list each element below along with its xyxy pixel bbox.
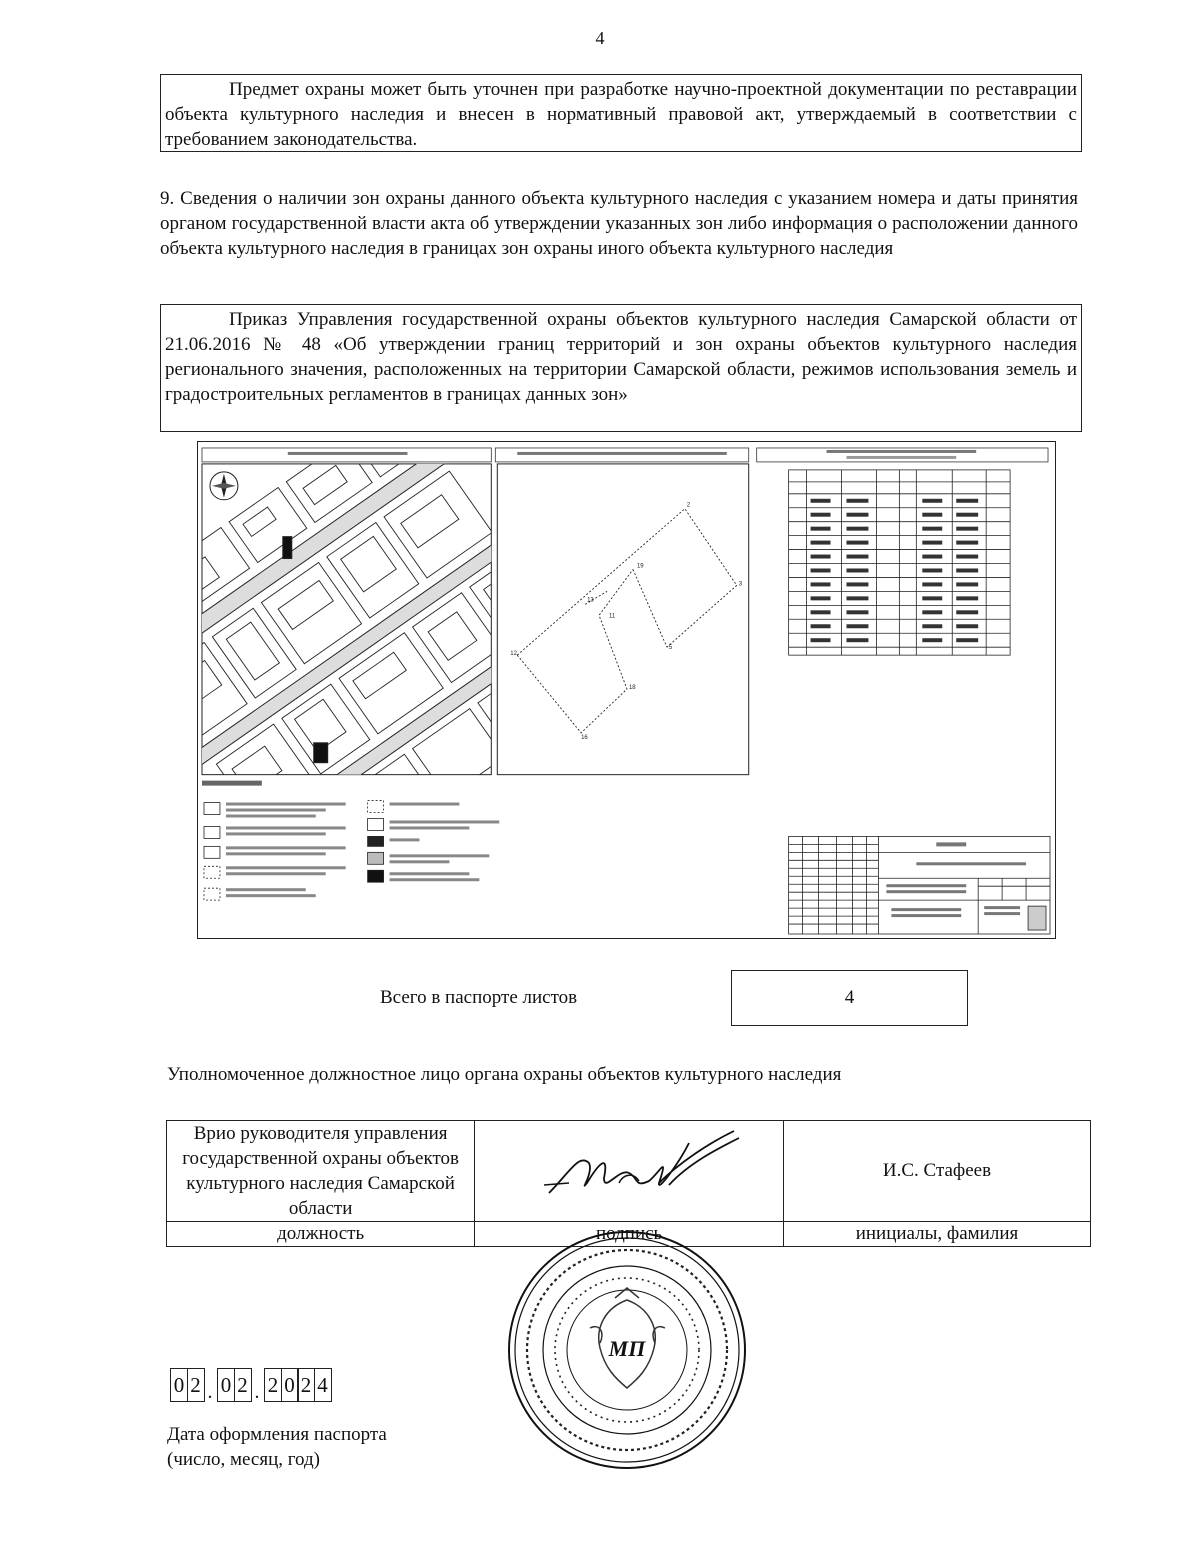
date-digit: 2	[187, 1368, 205, 1402]
boundary-scheme	[497, 464, 748, 775]
caption-signature: подпись	[475, 1222, 784, 1247]
date-digit: 0	[217, 1368, 235, 1402]
svg-text:13: 13	[587, 597, 594, 604]
coordinates-table	[789, 470, 1010, 655]
svg-text:3: 3	[738, 581, 743, 588]
date-caption	[167, 1422, 387, 1472]
page-number: 4	[595, 28, 605, 48]
date-caption-line1: Дата оформления паспорта	[167, 1424, 387, 1445]
date-digit: 0	[170, 1368, 188, 1402]
date-digit: 2	[297, 1368, 315, 1402]
section9-text: Приказ Управления государственной охраны объектов культурного наследия Самарской области от 21.06.2016 № 48 «Об утверждении границ территорий и зон охраны объектов культурного наследия регионального значения, расположенных на территории Самарской области, режимов использования земель и градостроительных регламентов в границах данных зон»	[165, 309, 1077, 405]
date-caption-line2: (число, месяц, год)	[167, 1449, 321, 1470]
svg-text:18: 18	[628, 685, 636, 692]
official-name: И.С. Стафеев	[783, 1121, 1090, 1222]
passport-date	[170, 1368, 330, 1402]
legend	[202, 781, 499, 901]
date-digit: 2	[264, 1368, 282, 1402]
date-digit: 4	[314, 1368, 332, 1402]
handwritten-signature	[509, 1123, 749, 1213]
protection-note-text: Предмет охраны может быть уточнен при разработке научно-проектной документации по реставрации объекта культурного наследия и внесен в нормативный правовой акт, утверждаемый в соответствии с требованием законодательства.	[165, 79, 1077, 150]
svg-text:11: 11	[609, 613, 616, 620]
svg-text:16: 16	[581, 734, 588, 741]
svg-text:5: 5	[668, 645, 673, 652]
zone-scheme-svg	[198, 442, 1055, 938]
caption-position: должность	[167, 1222, 475, 1247]
protection-note-box	[160, 74, 1082, 152]
official-seal	[505, 1228, 750, 1473]
total-sheets-value: 4	[731, 970, 968, 1026]
caption-name: инициалы, фамилия	[783, 1222, 1090, 1247]
date-separator: .	[254, 1381, 260, 1403]
svg-text:19: 19	[636, 563, 644, 570]
official-position: Врио руководителя управления государственной охраны объектов культурного наследия Самарской области	[167, 1121, 475, 1222]
date-separator: .	[207, 1381, 213, 1403]
date-digit: 0	[281, 1368, 299, 1402]
svg-text:2: 2	[686, 502, 691, 509]
section9-heading: 9. Сведения о наличии зон охраны данного объекта культурного наследия с указанием номера и даты принятия органом государственной власти акта об утверждении указанных зон либо информация о расположении данного объекта культурного наследия в границах зон охраны иного объекта культурного наследия	[160, 188, 1078, 259]
signature-cell	[475, 1121, 784, 1222]
seal-svg	[505, 1228, 750, 1473]
title-block	[789, 836, 1050, 934]
date-digit: 2	[234, 1368, 252, 1402]
official-title: Уполномоченное должностное лицо органа охраны объектов культурного наследия	[167, 1064, 842, 1085]
seal-center-text: МП	[608, 1336, 646, 1361]
zone-scheme-drawing	[197, 441, 1056, 939]
total-sheets-label: Всего в паспорте листов	[380, 987, 578, 1008]
section9-text-box	[160, 304, 1082, 432]
svg-text:12: 12	[510, 651, 517, 658]
